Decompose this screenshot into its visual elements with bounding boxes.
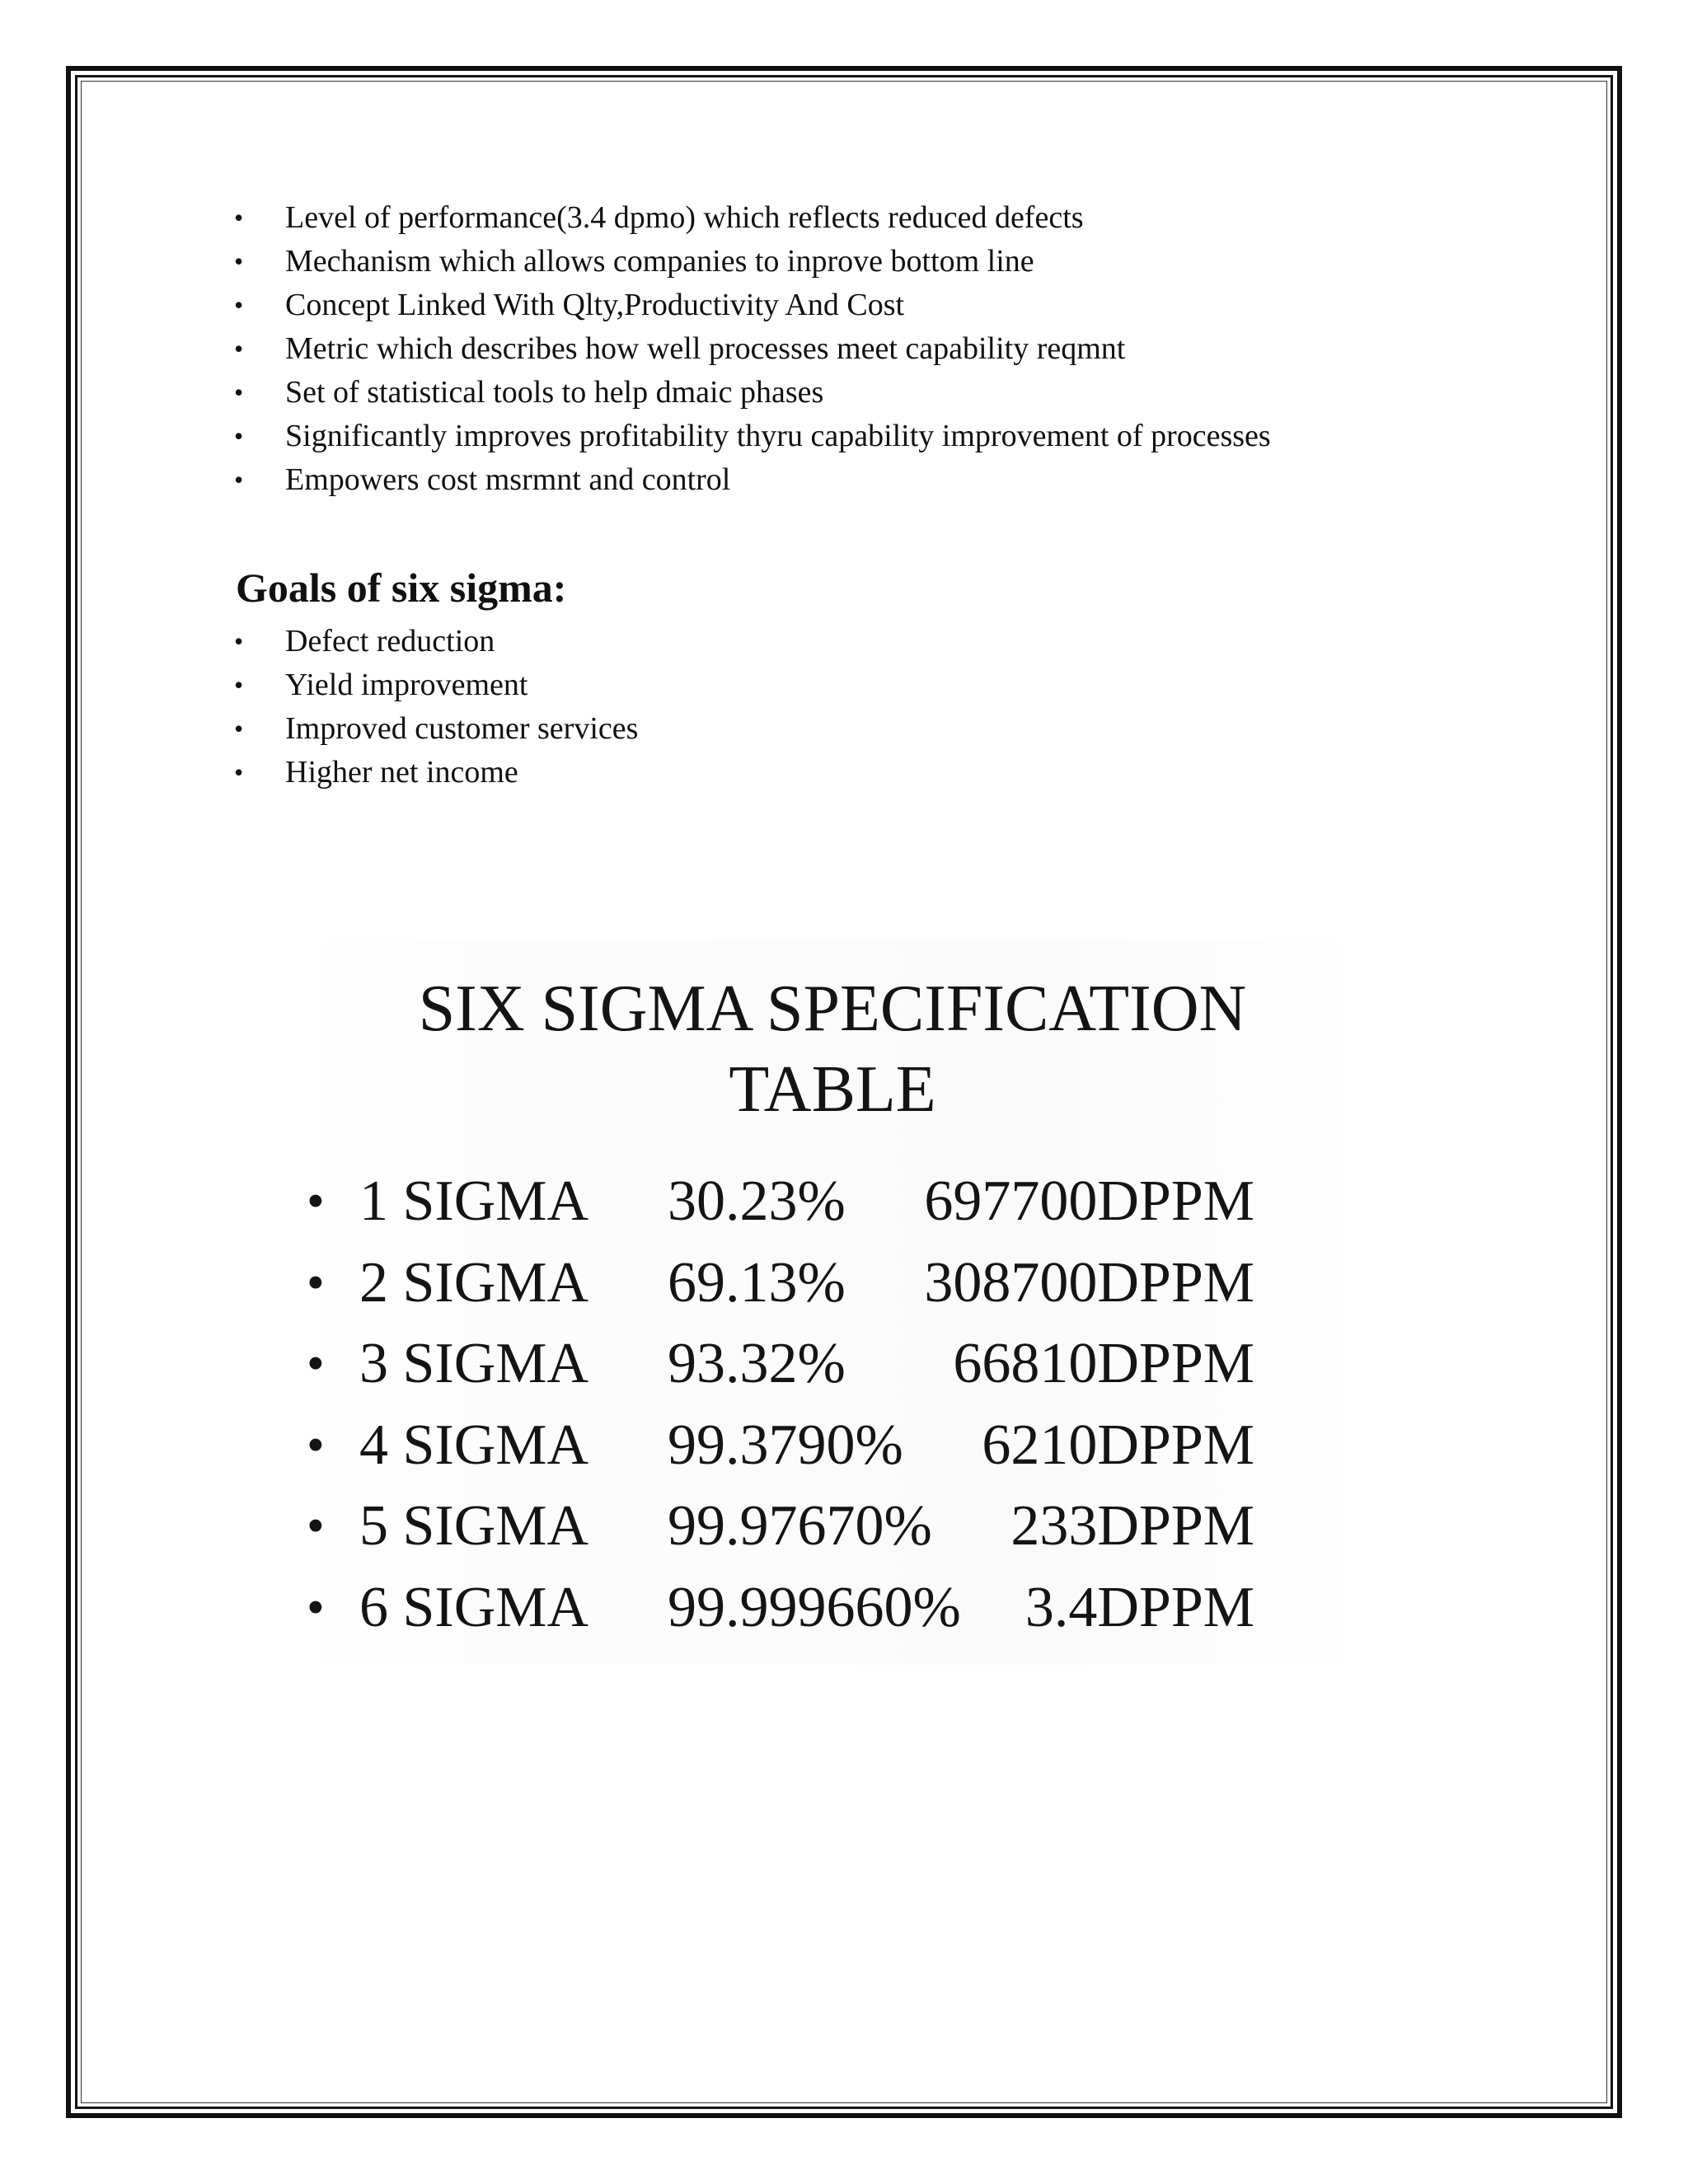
bullet-icon: • <box>307 1498 325 1554</box>
dppm-value: 3.4DPPM <box>1025 1575 1254 1639</box>
list-item-text: Defect reduction <box>285 624 495 658</box>
list-item-text: Yield improvement <box>285 668 528 702</box>
dppm-value: 233DPPM <box>1010 1494 1254 1558</box>
list-item <box>234 371 1271 415</box>
yield-percent: 69.13% <box>668 1250 846 1315</box>
sigma-level: 3 SIGMA <box>359 1332 589 1395</box>
yield-percent: 93.32% <box>668 1332 846 1395</box>
list-item-text: Set of statistical tools to help dmaic phases <box>285 375 824 410</box>
bullet-icon: • <box>234 377 244 407</box>
bullet-icon: • <box>307 1336 325 1392</box>
list-item <box>234 751 638 794</box>
list-item-text: Higher net income <box>285 755 518 790</box>
bullet-icon: • <box>234 421 244 451</box>
intro-bullet-list <box>234 196 1271 502</box>
dppm-value: 6210DPPM <box>982 1413 1254 1477</box>
bullet-icon: • <box>234 290 244 320</box>
yield-percent: 99.3790% <box>668 1413 903 1477</box>
spec-title-line: SIX SIGMA SPECIFICATION <box>418 972 1247 1045</box>
list-item <box>234 458 1271 502</box>
goals-heading: Goals of six sigma: <box>236 565 567 611</box>
bullet-icon: • <box>307 1254 325 1311</box>
list-item-text: Mechanism which allows companies to inprove bottom line <box>285 244 1034 279</box>
dppm-value: 697700DPPM <box>924 1169 1254 1233</box>
list-item <box>234 284 1271 327</box>
dppm-value: 308700DPPM <box>924 1250 1254 1315</box>
list-item-text: Empowers cost msrmnt and control <box>285 462 731 497</box>
sigma-level: 1 SIGMA <box>359 1169 589 1233</box>
bullet-icon: • <box>234 757 244 787</box>
list-item <box>234 620 638 663</box>
spec-table-title <box>297 968 1368 1130</box>
bullet-icon: • <box>234 246 244 276</box>
table-row <box>307 1243 1254 1324</box>
list-item-text: Concept Linked With Qlty,Productivity And Cost <box>285 288 905 322</box>
list-item <box>234 707 638 751</box>
goals-bullet-list <box>234 620 638 794</box>
yield-percent: 99.97670% <box>668 1494 932 1558</box>
bullet-icon: • <box>307 1417 325 1474</box>
list-item-text: Level of performance(3.4 dpmo) which reflects reduced defects <box>285 200 1084 235</box>
list-item <box>234 327 1271 371</box>
bullet-icon: • <box>234 203 244 232</box>
bullet-icon: • <box>234 670 244 700</box>
list-item-text: Improved customer services <box>285 711 639 746</box>
sigma-level: 4 SIGMA <box>359 1413 589 1477</box>
bullet-icon: • <box>234 626 244 656</box>
dppm-value: 66810DPPM <box>953 1332 1254 1395</box>
spec-title-line: TABLE <box>729 1053 936 1126</box>
yield-percent: 99.999660% <box>668 1575 961 1639</box>
list-item <box>234 663 638 707</box>
list-item <box>234 240 1271 284</box>
bullet-icon: • <box>234 334 244 363</box>
bullet-icon: • <box>234 465 244 494</box>
list-item-text: Significantly improves profitability thyru capability improvement of processes <box>285 419 1271 453</box>
bullet-icon: • <box>307 1579 325 1636</box>
list-item <box>234 415 1271 458</box>
bullet-icon: • <box>307 1174 325 1230</box>
list-item <box>234 196 1271 240</box>
list-item-text: Metric which describes how well processes meet capability reqmnt <box>285 331 1126 366</box>
table-row <box>307 1405 1254 1487</box>
table-row <box>307 1161 1254 1243</box>
spec-table-rows <box>307 1161 1254 1648</box>
table-row <box>307 1568 1254 1649</box>
bullet-icon: • <box>234 714 244 743</box>
table-row <box>307 1486 1254 1568</box>
yield-percent: 30.23% <box>668 1169 846 1233</box>
table-row <box>307 1324 1254 1405</box>
sigma-level: 5 SIGMA <box>359 1494 589 1558</box>
sigma-level: 6 SIGMA <box>359 1575 589 1639</box>
sigma-level: 2 SIGMA <box>359 1250 589 1315</box>
